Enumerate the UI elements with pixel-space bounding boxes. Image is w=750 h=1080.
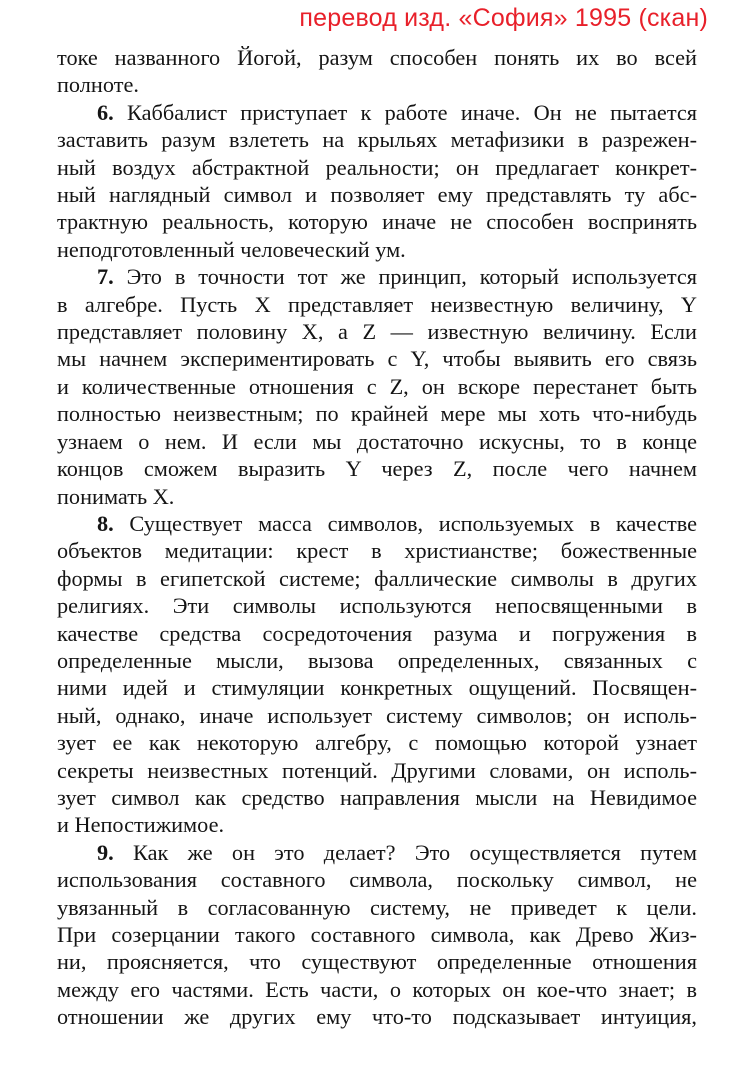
paragraph-continuation xyxy=(57,44,697,99)
text-line: определенные мысли, вызова определенных, связанных с xyxy=(57,647,697,673)
text-line: увязанный в согласованную систему, не приведет к цели. xyxy=(57,894,697,920)
text-line: ный наглядный символ и позволяет ему представлять ту абс- xyxy=(57,182,697,208)
text-line: в алгебре. Пусть X представляет неизвестную величину, Y xyxy=(57,291,697,317)
text-line xyxy=(57,510,697,537)
text-line xyxy=(57,263,697,290)
text-line: ни, проясняется, что существуют определенные отношения xyxy=(57,949,697,975)
line-text: Каббалист приступает к работе иначе. Он не пытается xyxy=(127,99,697,125)
text-line: ними идей и стимуляции конкретных ощущений. Посвящен- xyxy=(57,675,697,701)
text-line: между его частями. Есть части, о которых он кое-что знает; в xyxy=(57,976,697,1002)
text-line: зует символ как средство направления мысли на Невидимое xyxy=(57,784,697,810)
paragraph-7 xyxy=(57,263,697,510)
text-line: узнаем о нем. И если мы достаточно искусны, то в конце xyxy=(57,428,697,454)
paragraph-number: 7. xyxy=(97,264,114,290)
text-line: токе названного Йогой, разум способен понять их во всей xyxy=(57,45,697,70)
text-line: полноте. xyxy=(57,72,139,98)
text-line: использования составного символа, поскольку символ, не xyxy=(57,867,697,893)
text-line: зует ее как некоторую алгебру, с помощью которой узнает xyxy=(57,730,697,756)
line-text: Как же он это делает? Это осуществляется путем xyxy=(133,839,697,865)
text-line: представляет половину X, а Z — известную величину. Если xyxy=(57,319,697,345)
text-line xyxy=(57,839,697,866)
paragraph-6 xyxy=(57,99,697,263)
text-line: объектов медитации: крест в христианстве; божественные xyxy=(57,538,697,564)
text-line: понимать X. xyxy=(57,483,175,509)
text-line: секреты неизвестных потенций. Другими словами, он исполь- xyxy=(57,757,697,783)
translation-source-note: перевод изд. «София» 1995 (скан) xyxy=(299,4,708,32)
text-line: религиях. Эти символы используются непосвященными в xyxy=(57,593,697,619)
text-line: концов сможем выразить Y через Z, после чего начнем xyxy=(57,456,697,482)
paragraph-9 xyxy=(57,839,697,1031)
text-line: и Непостижимое. xyxy=(57,812,225,838)
paragraph-8 xyxy=(57,510,697,839)
paragraph-number: 8. xyxy=(97,510,114,536)
text-line: полностью неизвестным; по крайней мере мы хоть что-нибудь xyxy=(57,401,697,427)
text-line: отношении же других ему что-то подсказывает интуиция, xyxy=(57,1004,697,1030)
text-line: ный воздух абстрактной реальности; он предлагает конкрет- xyxy=(57,154,697,180)
text-line: качестве средства сосредоточения разума и погружения в xyxy=(57,620,697,646)
line-text: Это в точности тот же принцип, который используется xyxy=(126,264,697,290)
text-line: формы в египетской системе; фаллические символы в других xyxy=(57,565,697,591)
text-line: При созерцании такого составного символа, как Древо Жиз- xyxy=(57,922,697,947)
paragraph-number: 9. xyxy=(97,839,114,865)
text-line: ный, однако, иначе использует систему символов; он исполь- xyxy=(57,702,697,728)
paragraph-number: 6. xyxy=(97,99,114,125)
text-line: мы начнем экспериментировать с Y, чтобы выявить его связь xyxy=(57,346,697,372)
line-text: Существует масса символов, используемых в качестве xyxy=(129,510,698,536)
text-line: неподготовленный человеческий ум. xyxy=(57,236,406,262)
text-line: трактную реальность, которую иначе не способен воспринять xyxy=(57,209,697,235)
page-text xyxy=(57,44,697,1031)
text-line: и количественные отношения с Z, он вскоре перестанет быть xyxy=(57,373,697,399)
text-line xyxy=(57,99,697,126)
text-line: заставить разум взлететь на крыльях метафизики в разрежен- xyxy=(57,127,697,153)
